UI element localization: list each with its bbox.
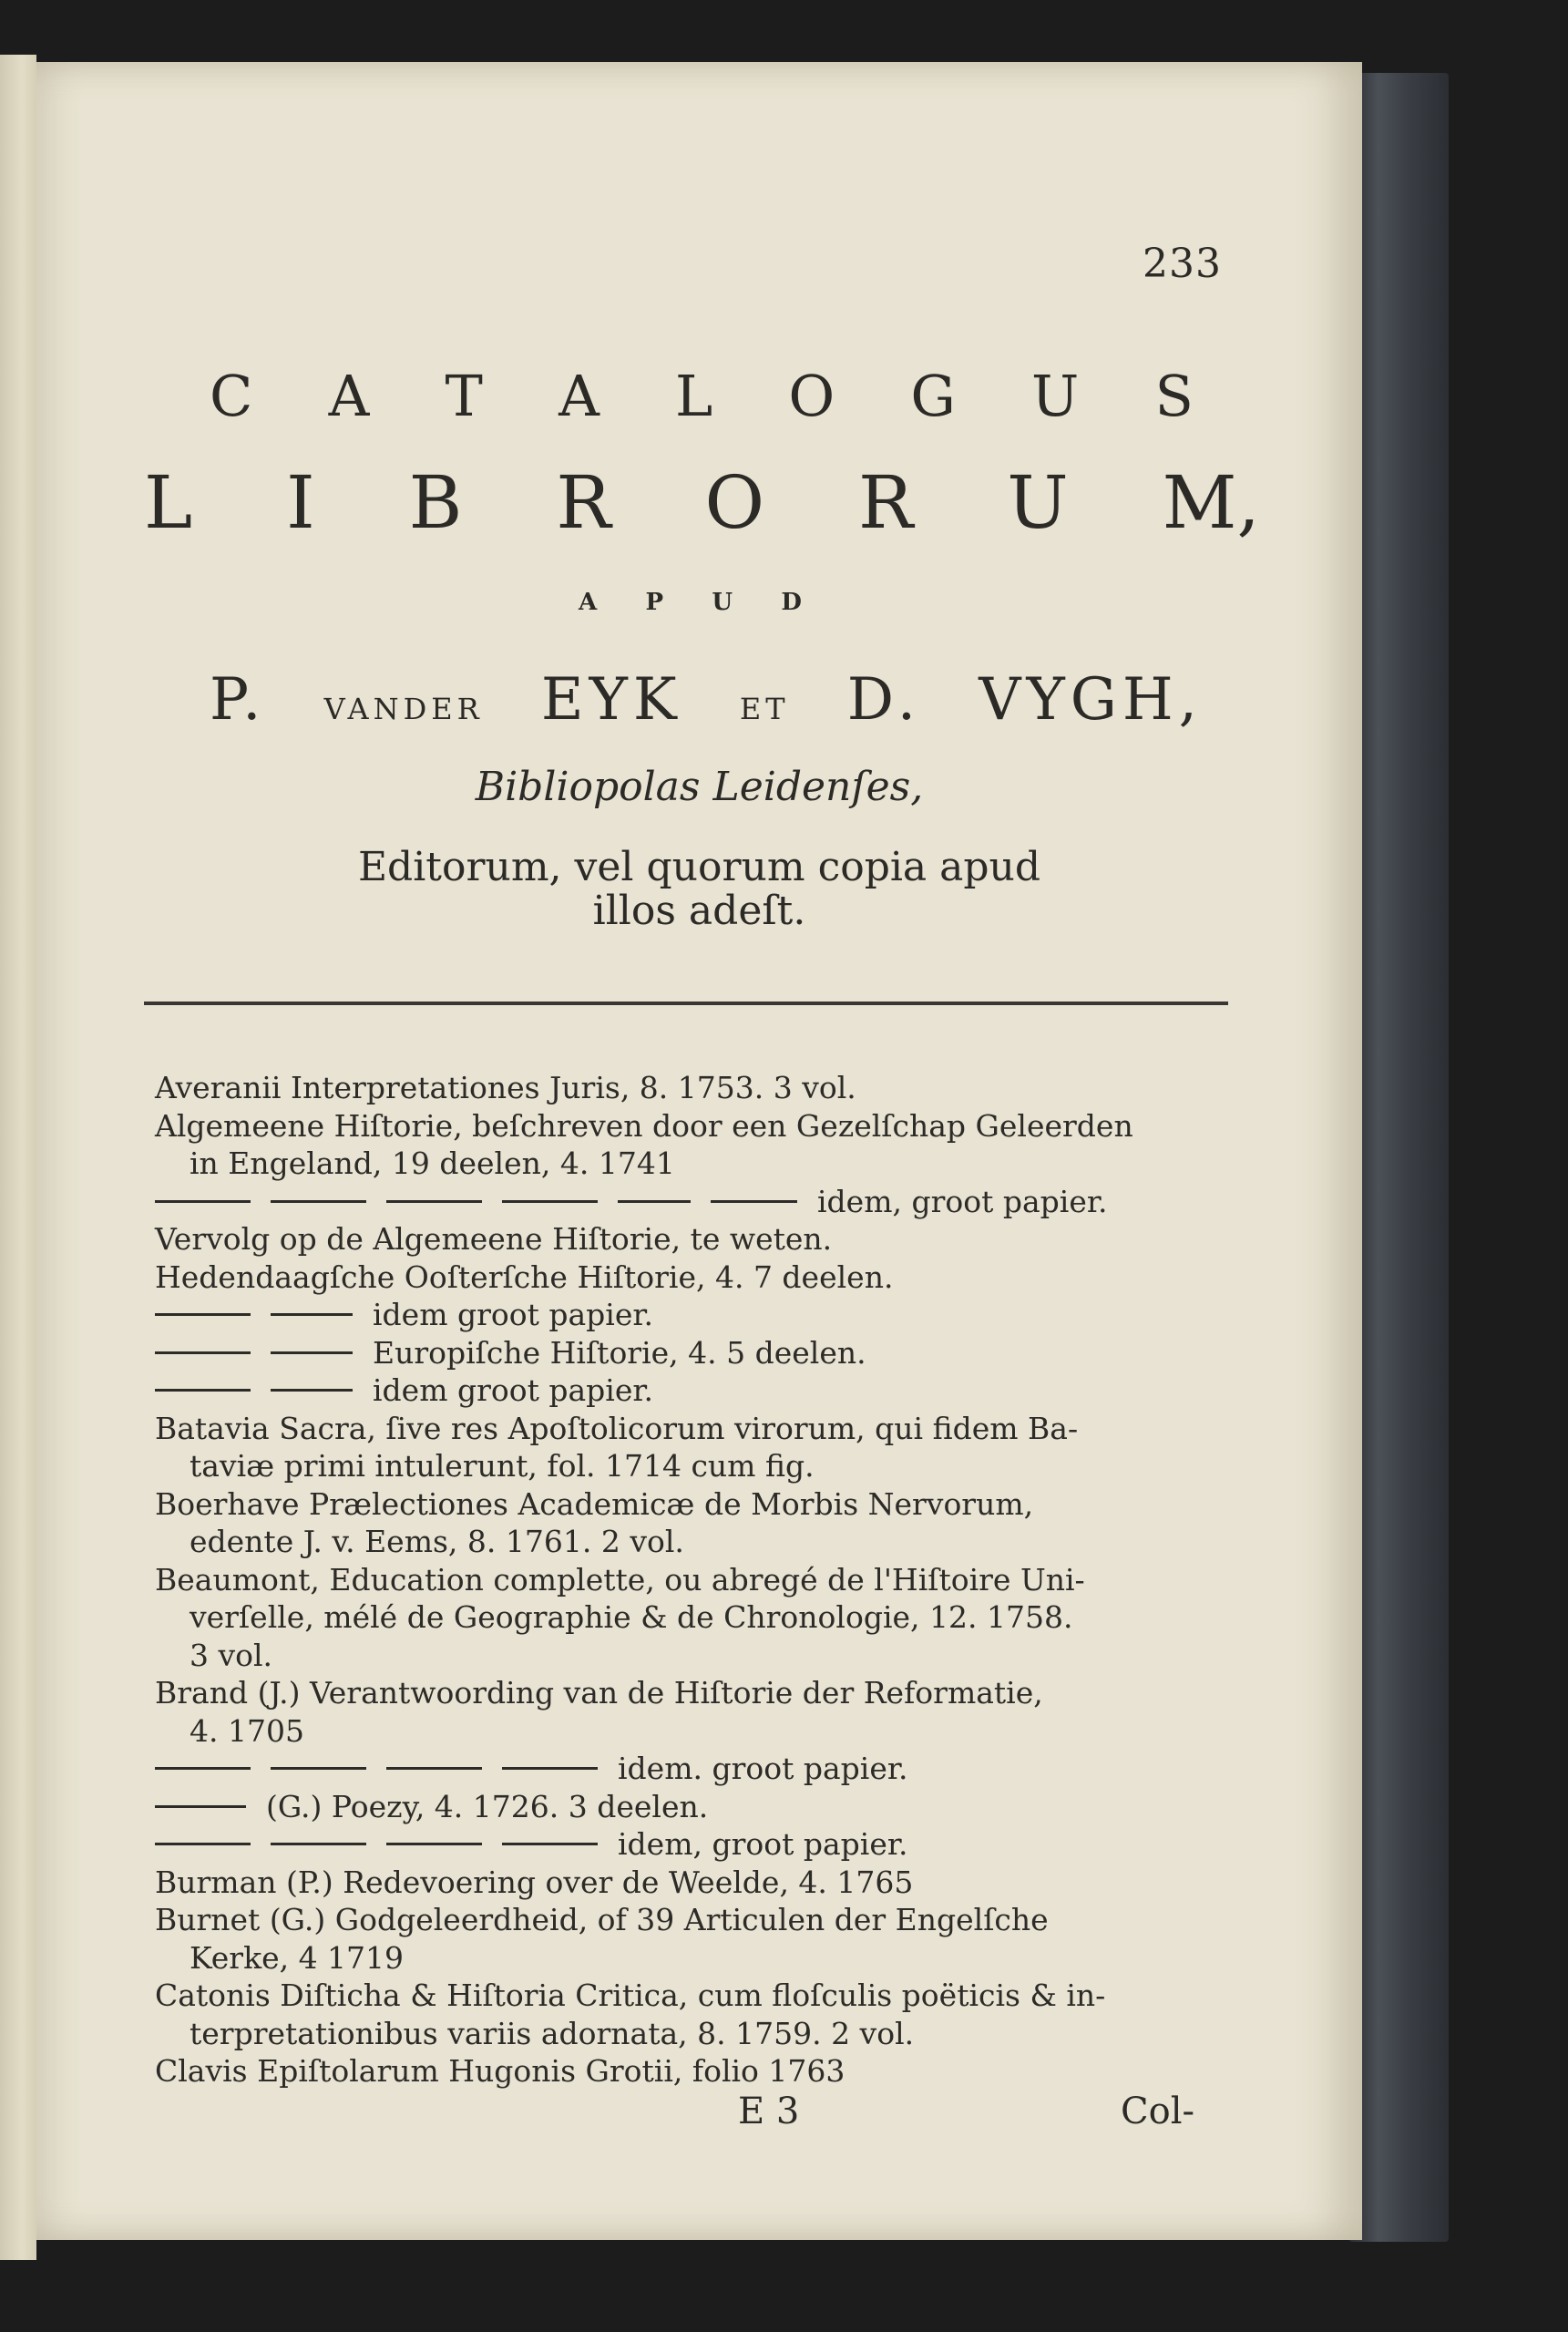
list-item: 4. 1705	[190, 1712, 304, 1749]
list-item: 3 vol.	[190, 1637, 273, 1673]
list-item: Burnet (G.) Godgeleerdheid, of 39 Articulen der Engelſche	[155, 1902, 1049, 1937]
ditto-dash	[271, 1351, 353, 1354]
list-item: Hedendaagſche Ooſterſche Hiſtorie, 4. 7 deelen.	[155, 1258, 894, 1295]
ditto-dash	[155, 1389, 251, 1392]
ditto-dash	[155, 1200, 251, 1203]
list-item: Beaumont, Education complette, ou abregé de l'Hiſtoire Uni-	[155, 1561, 1085, 1597]
list-item: Boerhave Prælectiones Academicæ de Morbis Nervorum,	[155, 1485, 1034, 1522]
ditto-dash	[386, 1843, 482, 1845]
ditto-dash	[155, 1805, 246, 1808]
list-item: idem, groot papier.	[155, 1825, 1239, 1864]
ditto-dash	[155, 1843, 251, 1845]
ditto-dash	[271, 1389, 353, 1392]
list-item: idem. groot papier.	[155, 1750, 1239, 1788]
ditto-dash	[271, 1313, 353, 1316]
facing-page-edge	[0, 55, 36, 2260]
ditto-dash	[386, 1767, 482, 1770]
ditto-dash	[502, 1200, 598, 1203]
editorum-text: Editorum, vel quorum copia apud illos adeſt.	[357, 844, 1041, 934]
catalog-entries	[155, 1069, 1239, 2091]
list-item: edente J. v. Eems, 8. 1761. 2 vol.	[190, 1524, 684, 1559]
list-item: taviæ primi intulerunt, fol. 1714 cum fig.	[190, 1448, 815, 1484]
list-item: Averanii Interpretationes Juris, 8. 1753. 3 vol.	[155, 1070, 856, 1105]
list-item: Batavia Sacra, ſive res Apoſtolicorum virorum, qui fidem Ba-	[155, 1410, 1079, 1446]
list-item: in Engeland, 19 deelen, 4. 1741	[190, 1145, 675, 1181]
list-item: Kerke, 4 1719	[190, 1939, 405, 1976]
ditto-dash	[271, 1843, 366, 1845]
ditto-dash	[618, 1200, 691, 1203]
list-item: idem groot papier.	[155, 1296, 1239, 1334]
title-catalogus: C A T A L O G U S	[210, 363, 1194, 429]
book-binding	[1348, 73, 1449, 2242]
list-item: Europiſche Hiſtorie, 4. 5 deelen.	[155, 1334, 1239, 1372]
list-item: terpretationibus variis adornata, 8. 1759. 2 vol.	[190, 2015, 915, 2051]
subtitle: Bibliopolas Leidenſes,	[475, 764, 924, 810]
list-item: Burman (P.) Redevoering over de Weelde, 4. 1765	[155, 1864, 914, 1900]
list-item: idem groot papier.	[155, 1371, 1239, 1410]
ditto-dash	[502, 1843, 598, 1845]
list-item: Algemeene Hiſtorie, beſchreven door een Gezelſchap Geleerden	[155, 1107, 1133, 1144]
list-item: Vervolg op de Algemeene Hiſtorie, te weten.	[155, 1221, 833, 1257]
publishers-line: P. VANDER EYK ET D. VYGH,	[210, 666, 1203, 734]
apud-line: A P U D	[579, 589, 802, 616]
list-item: verſelle, mélé de Geographie & de Chronologie, 12. 1758.	[190, 1599, 1073, 1635]
ditto-dash	[386, 1200, 482, 1203]
ditto-dash	[271, 1200, 366, 1203]
book-page	[36, 62, 1362, 2240]
list-item: Clavis Epiſtolarum Hugonis Grotii, folio 1763	[155, 2053, 845, 2089]
list-item: (G.) Poezy, 4. 1726. 3 deelen.	[155, 1788, 1239, 1826]
signature-mark: E 3	[738, 2091, 800, 2132]
catchword: Col-	[1121, 2091, 1194, 2132]
page-number: 233	[1143, 241, 1222, 287]
list-item: idem, groot papier.	[155, 1183, 1239, 1221]
ditto-dash	[155, 1313, 251, 1316]
ditto-dash	[711, 1200, 797, 1203]
ditto-dash	[502, 1767, 598, 1770]
ditto-dash	[155, 1351, 251, 1354]
title-librorum: L I B R O R U M,	[144, 460, 1260, 545]
ditto-dash	[155, 1767, 251, 1770]
ditto-dash	[271, 1767, 366, 1770]
list-item: Brand (J.) Verantwoording van de Hiſtorie der Reformatie,	[155, 1675, 1043, 1710]
list-item: Catonis Diſticha & Hiſtoria Critica, cum floſculis poëticis & in-	[155, 1978, 1106, 2013]
divider-rule	[144, 1002, 1228, 1005]
